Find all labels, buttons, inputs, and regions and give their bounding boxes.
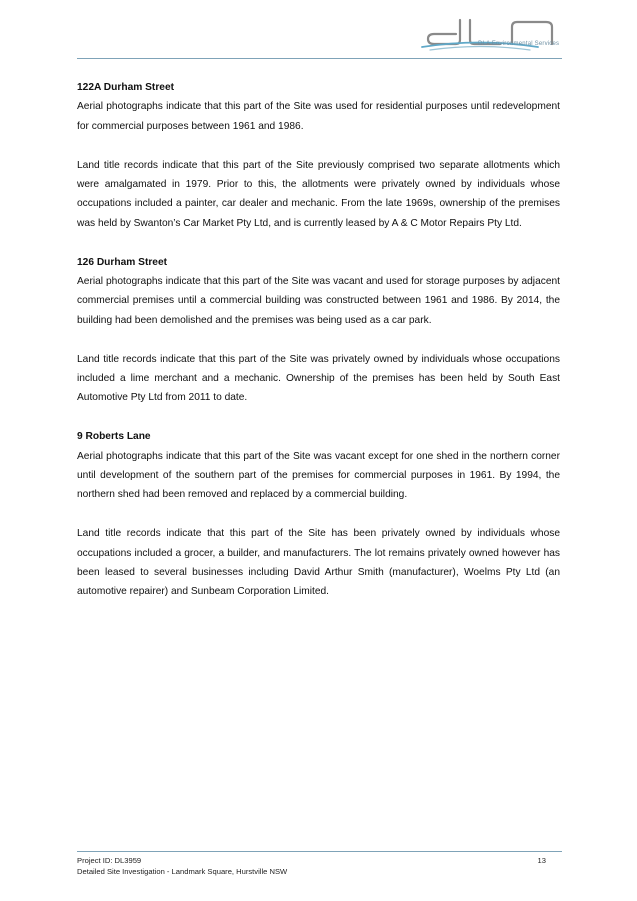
footer-divider bbox=[77, 851, 562, 852]
logo-subtitle: DLA Environmental Services bbox=[478, 41, 560, 47]
section-heading: 126 Durham Street bbox=[77, 256, 168, 268]
section-122a-durham-street bbox=[77, 78, 560, 233]
company-logo bbox=[420, 14, 560, 60]
header-divider bbox=[77, 58, 562, 59]
section-9-roberts-lane bbox=[77, 427, 560, 602]
paragraph: Aerial photographs indicate that this part of the Site was used for residential purposes until redevelopment for commercial purposes between 1961 and 1986. bbox=[77, 101, 560, 132]
document-description: Detailed Site Investigation - Landmark Square, Hurstville NSW bbox=[77, 867, 288, 876]
section-heading: 122A Durham Street bbox=[77, 82, 175, 93]
paragraph: Land title records indicate that this part of the Site was privately owned by individuals whose occupations included a lime merchant and a mechanic. Ownership of the premises has been held by South East Automotive Pty Ltd from 2011 to date. bbox=[77, 353, 560, 404]
page-number: 13 bbox=[537, 856, 546, 865]
paragraph: Aerial photographs indicate that this part of the Site was vacant except for one shed in the northern corner until development of the southern part of the premises for commercial purposes in 1961. By 1994, the northern shed had been removed and replaced by a commercial building. bbox=[77, 450, 560, 501]
document-body bbox=[77, 78, 560, 621]
paragraph: Land title records indicate that this part of the Site previously comprised two separate allotments which were amalgamated in 1979. Prior to this, the allotments were privately owned by individuals whose occupations included a painter, car dealer and mechanic. From the late 1969s, ownership of the premises was held by Swanton’s Car Market Pty Ltd, and is currently leased by A & C Motor Repairs Pty Ltd. bbox=[77, 159, 560, 229]
page-footer bbox=[77, 855, 560, 877]
project-id: Project ID: DL3959 bbox=[77, 856, 142, 865]
paragraph: Land title records indicate that this part of the Site has been privately owned by individuals whose occupations included a grocer, a builder, and manufacturers. The lot remains privately owned however has been leased to several businesses including David Arthur Smith (manufacturer), Woelms Pty Ltd (an automotive repairer) and Sunbeam Corporation Limited. bbox=[77, 528, 560, 598]
section-heading: 9 Roberts Lane bbox=[77, 431, 151, 443]
section-126-durham-street bbox=[77, 253, 560, 408]
paragraph: Aerial photographs indicate that this part of the Site was vacant and used for storage purposes by adjacent commercial premises until a commercial building was constructed between 1961 and 1986. By 2014, the building had been demolished and the premises was being used as a car park. bbox=[77, 276, 560, 326]
